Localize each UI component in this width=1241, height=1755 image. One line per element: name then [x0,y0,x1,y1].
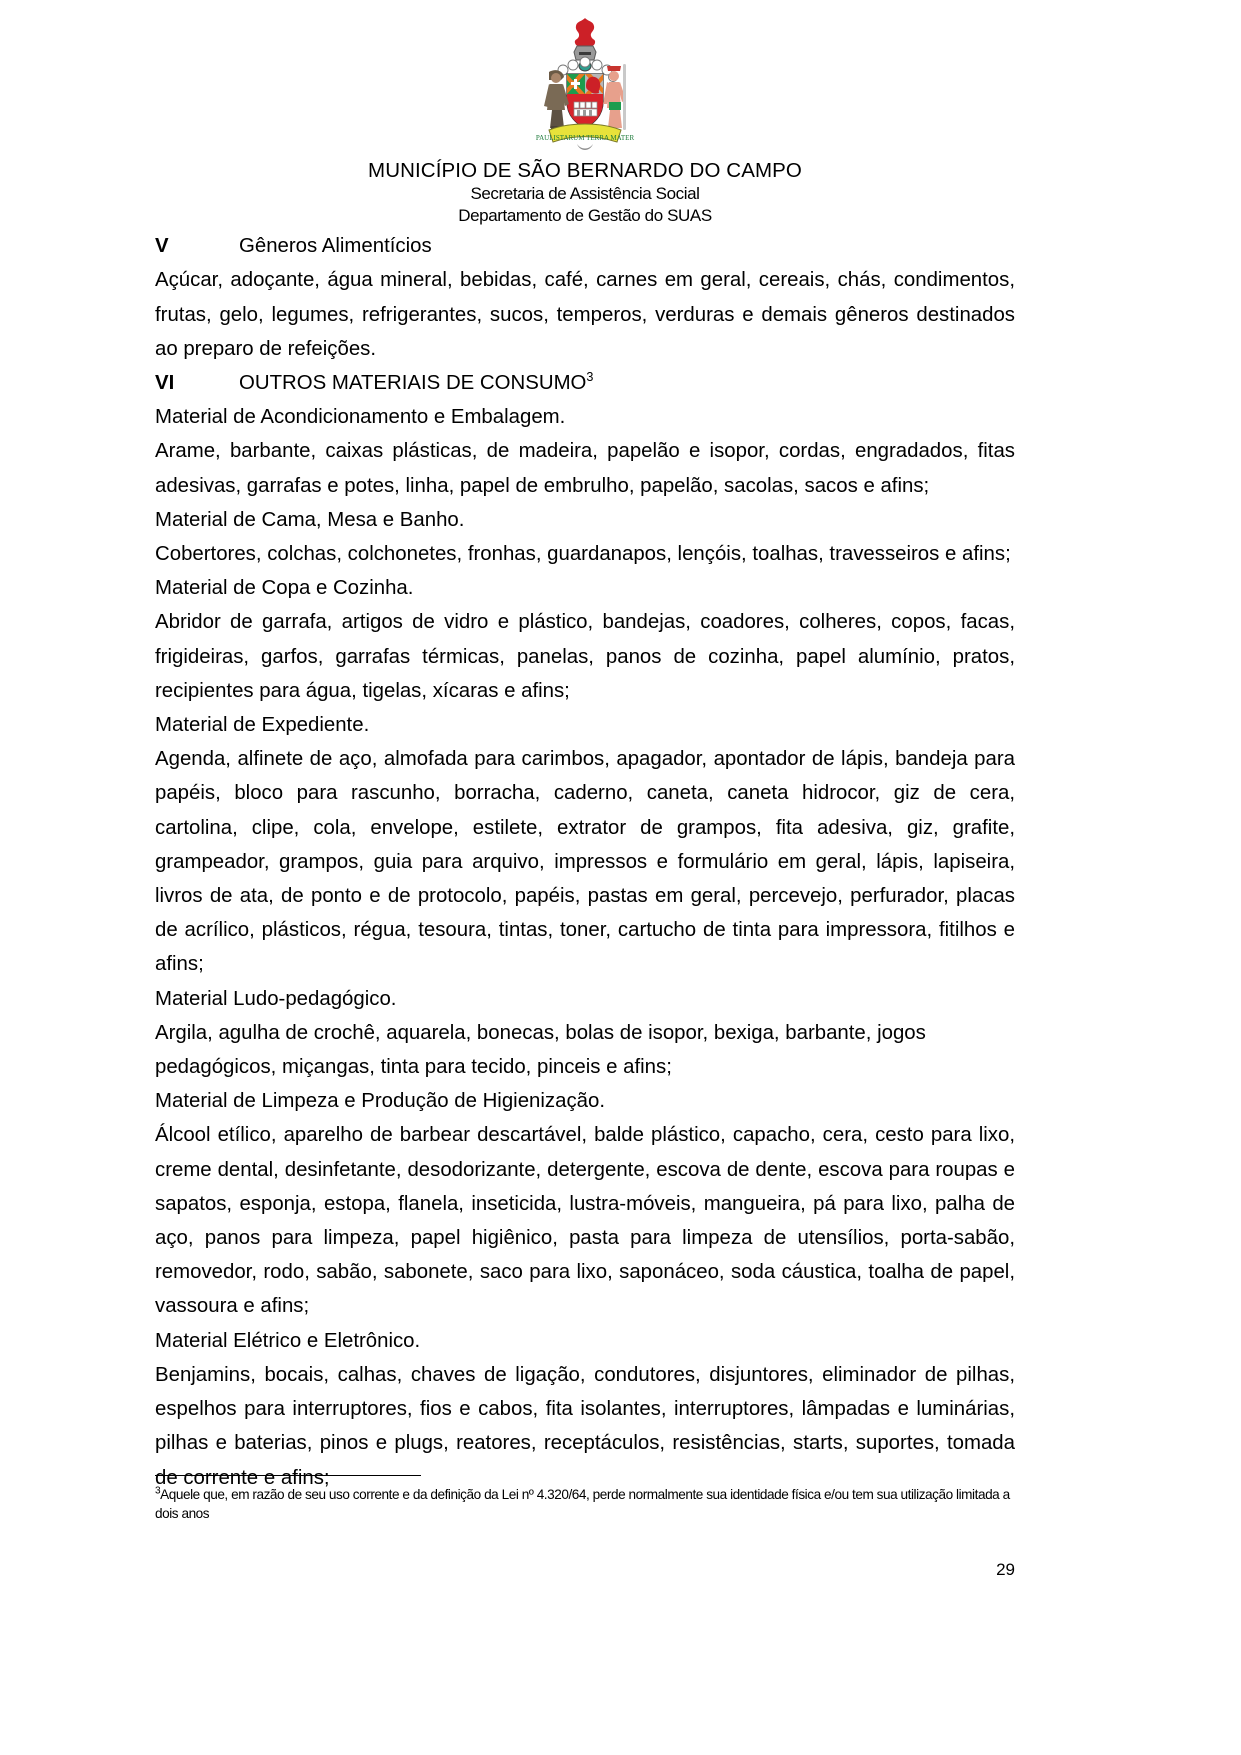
footnote-marker: 3 [155,1485,161,1497]
body-paragraph: Açúcar, adoçante, água mineral, bebidas, café, carnes em geral, cereais, chás, condimentos, frutas, gelo, legumes, refrigerantes, sucos, temperos, verduras e demais gêneros destinados ao preparo de refeições. [155,269,1015,360]
section-numeral: V [155,235,169,258]
section-heading [155,229,1015,263]
secretariat-subtitle: Secretaria de Assistência Social [470,184,700,203]
section-title: OUTROS MATERIAIS DE CONSUMO$^3$ [239,370,594,394]
subsection-label: Material Ludo-pedagógico. [155,987,397,1010]
document-body [155,229,1015,1495]
footnote-separator [155,1475,421,1476]
body-paragraph: Benjamins, bocais, calhas, chaves de ligação, condutores, disjuntores, eliminador de pilhas, espelhos para interruptores, fios e cabos, fita isolantes, interruptores, lâmpadas e luminárias, pilhas e baterias, pinos e plugs, reatores, receptáculos, resistências, starts, suportes, tomada de corrente e afins; [155,1363,1015,1489]
section-title: Gêneros Alimentícios [239,235,432,258]
section-numeral: VI [155,372,175,394]
footnote [155,1485,1015,1523]
subsection-label: Material de Acondicionamento e Embalagem. [155,406,566,429]
subsection-label: Material Elétrico e Eletrônico. [155,1329,421,1352]
footnote-area [155,1475,1015,1523]
department-subtitle: Departamento de Gestão do SUAS [458,206,712,226]
section-footnote-marker: 3 [586,370,594,385]
subsection-label: Material de Limpeza e Produção de Higienização. [155,1090,605,1113]
page-number: 29 [996,1560,1015,1579]
subsection-label: Material de Cama, Mesa e Banho. [155,508,465,531]
footnote-body: Aquele que, em razão de seu uso corrente e da definição da Lei nº 4.320/64, perde normalmente sua identidade física e/ou tem sua utilização limitada a dois anos [155,1487,1010,1521]
body-paragraph: Arame, barbante, caixas plásticas, de madeira, papelão e isopor, cordas, engradados, fitas adesivas, garrafas e potes, linha, papel de embrulho, papelão, sacolas, sacos e afins; [155,440,1015,497]
svg-text:PAULISTARUM TERRA MATER: PAULISTARUM TERRA MATER [535,134,635,142]
subsection-label: Material de Copa e Cozinha. [155,577,414,600]
body-paragraph: Álcool etílico, aparelho de barbear descartável, balde plástico, capacho, cera, cesto para lixo, creme dental, desinfetante, desodorizante, detergente, escova de dente, escova para roupas e sapatos, esponja, estopa, flanela, inseticida, lustra-móveis, mangueira, pá para lixo, palha de aço, panos para limpeza, papel higiênico, pasta para limpeza de utensílios, porta-sabão, removedor, rodo, sabão, sabonete, saco para lixo, saponáceo, soda cáustica, toalha de papel, vassoura e afins; [155,1124,1015,1318]
crest-container [155,0,1015,156]
subsection-label: Material de Expediente. [155,714,370,737]
body-paragraph: Cobertores, colchas, colchonetes, fronhas, guardanapos, lençóis, toalhas, travesseiros e afins; [155,543,1011,566]
section-heading [155,366,1015,400]
page-content [155,0,1015,1495]
body-paragraph: Abridor de garrafa, artigos de vidro e plástico, bandejas, coadores, colheres, copos, facas, frigideiras, garfos, garrafas térmicas, panelas, panos de cozinha, papel alumínio, pratos, recipientes para água, tigelas, xícaras e afins; [155,611,1015,702]
body-paragraph: Agenda, alfinete de aço, almofada para carimbos, apagador, apontador de lápis, bandeja para papéis, bloco para rascunho, borracha, caderno, caneta, caneta hidrocor, giz de cera, cartolina, clipe, cola, envelope, estilete, extrator de grampos, fita adesiva, giz, grafite, grampeador, grampos, guia para arquivo, impressos e formulário em geral, lápis, lapiseira, livros de ata, de ponto e de protocolo, papéis, pastas em geral, percevejo, perfurador, placas de acrílico, plásticos, régua, tesoura, tintas, toner, cartucho de tinta para impressora, fitilhos e afins; [155,748,1015,976]
organization-header [155,158,1015,227]
coat-of-arms-icon [519,14,651,156]
municipality-title: MUNICÍPIO DE SÃO BERNARDO DO CAMPO [368,159,802,182]
subsection-label: Argila, agulha de crochê, aquarela, bonecas, bolas de isopor, bexiga, barbante, jogos pedagógicos, miçangas, tinta para tecido, pinceis e afins; [155,1021,926,1079]
